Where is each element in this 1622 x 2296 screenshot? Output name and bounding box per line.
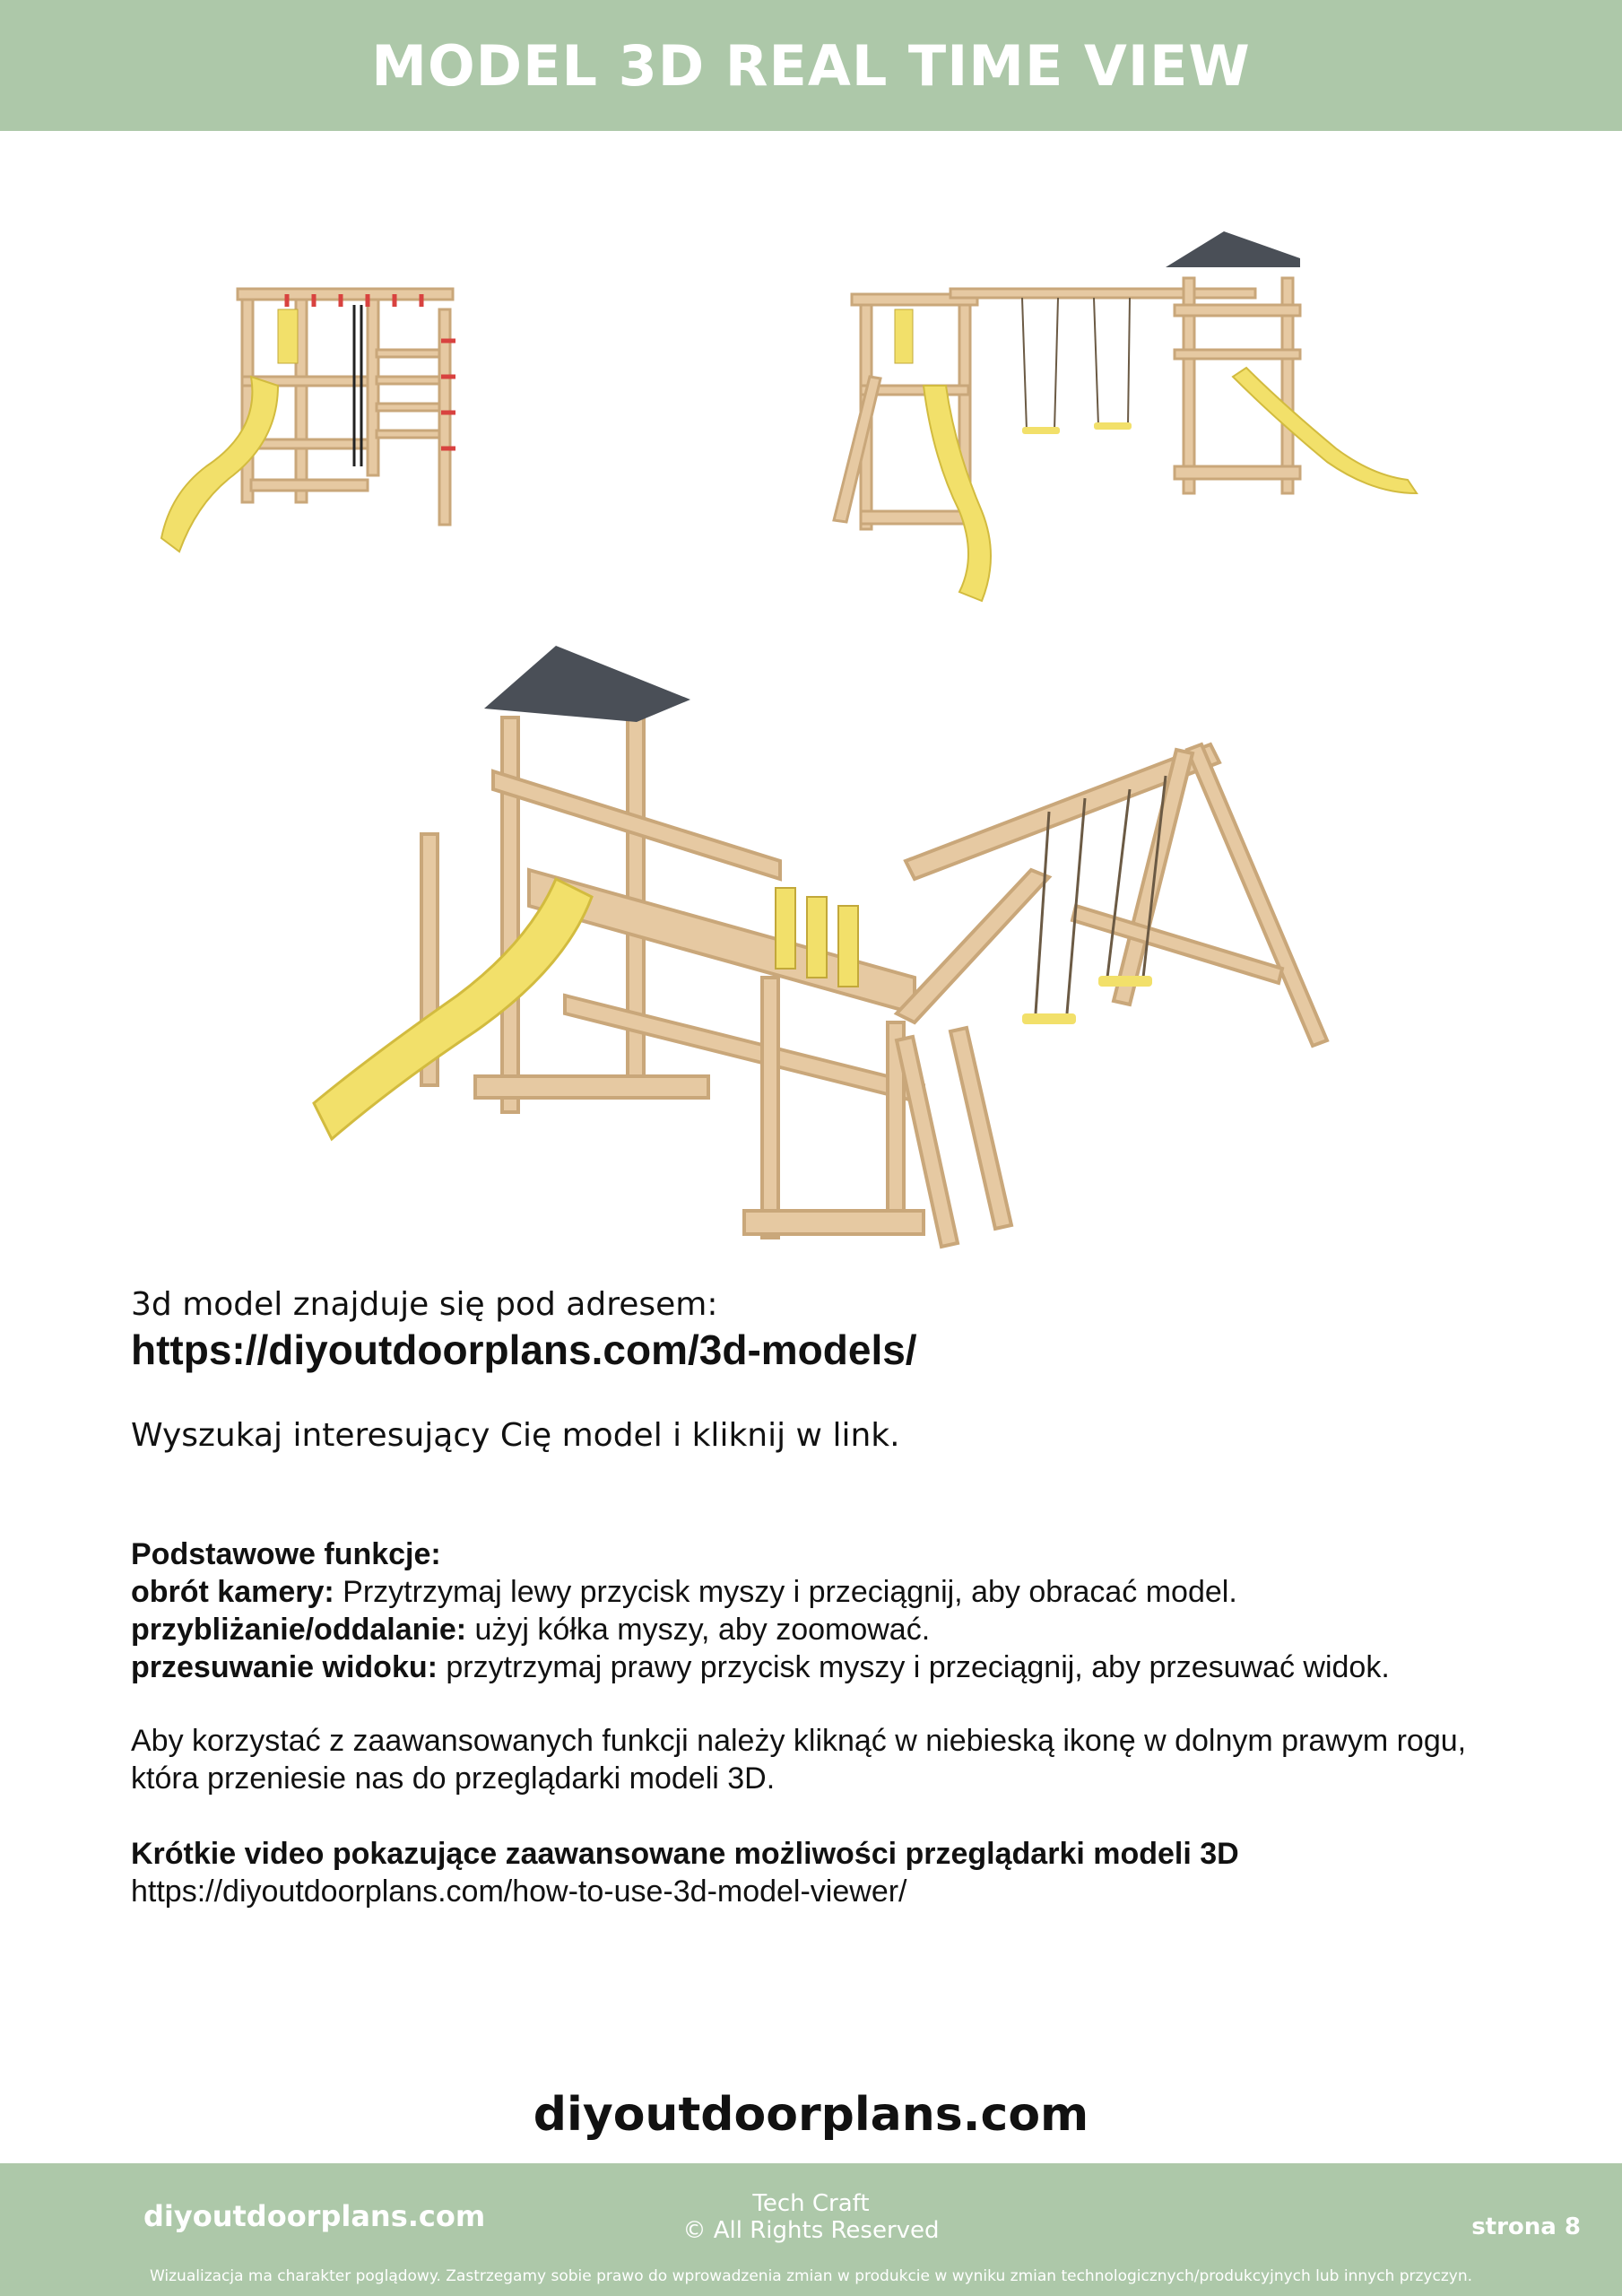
search-instruction: Wyszukaj interesujący Cię model i kliknij w link. [131, 1417, 900, 1454]
page-title: MODEL 3D REAL TIME VIEW [371, 32, 1251, 99]
zoom-text: użyj kółka myszy, aby zoomować. [466, 1613, 931, 1647]
footer-disclaimer: Wizualizacja ma charakter poglądowy. Zastrzegamy sobie prawo do wprowadzenia zmian w produkcie w wyniku zmian technologicznych/produkcyjnych lub innych przyczyn. [149, 2267, 1473, 2285]
pan-label: przesuwanie widoku: [131, 1650, 438, 1684]
page-footer [0, 2163, 1622, 2296]
page-number: strona 8 [1471, 2213, 1581, 2240]
basic-functions-heading: Podstawowe funkcje: [131, 1537, 441, 1571]
playset-swings-towers-image [798, 224, 1426, 619]
footer-site: diyoutdoorplans.com [143, 2199, 486, 2233]
model-location-intro: 3d model znajduje się pod adresem: [131, 1286, 718, 1323]
video-url-link[interactable]: https://diyoutdoorplans.com/how-to-use-3d-model-viewer/ [131, 1874, 907, 1909]
video-section [131, 1835, 1512, 1910]
footer-rights: © All Rights Reserved [682, 2217, 940, 2244]
footer-company: Tech Craft [752, 2190, 870, 2217]
models-url-link[interactable]: https://diyoutdoorplans.com/3d-models/ [131, 1326, 917, 1373]
pan-text: przytrzymaj prawy przycisk myszy i przeciągnij, aby przesuwać widok. [437, 1650, 1390, 1684]
rotate-label: obrót kamery: [131, 1575, 334, 1609]
advanced-functions-text: Aby korzystać z zaawansowanych funkcji należy kliknąć w niebieską ikonę w dolnym prawym rogu, która przeniesie nas do przeglądarki modeli 3D. [131, 1724, 1467, 1796]
playset-monkey-bars-image [152, 269, 547, 574]
zoom-label: przybliżanie/oddalanie: [131, 1613, 467, 1647]
basic-functions-section [131, 1535, 1512, 1686]
page-header [0, 0, 1622, 131]
playset-large-image [296, 637, 1354, 1256]
video-heading: Krótkie video pokazujące zaawansowane możliwości przeglądarki modeli 3D [131, 1837, 1239, 1871]
site-name: diyoutdoorplans.com [533, 2088, 1089, 2142]
rotate-text: Przytrzymaj lewy przycisk myszy i przeciągnij, aby obracać model. [334, 1575, 1237, 1609]
footer-copyright [0, 2190, 1622, 2244]
